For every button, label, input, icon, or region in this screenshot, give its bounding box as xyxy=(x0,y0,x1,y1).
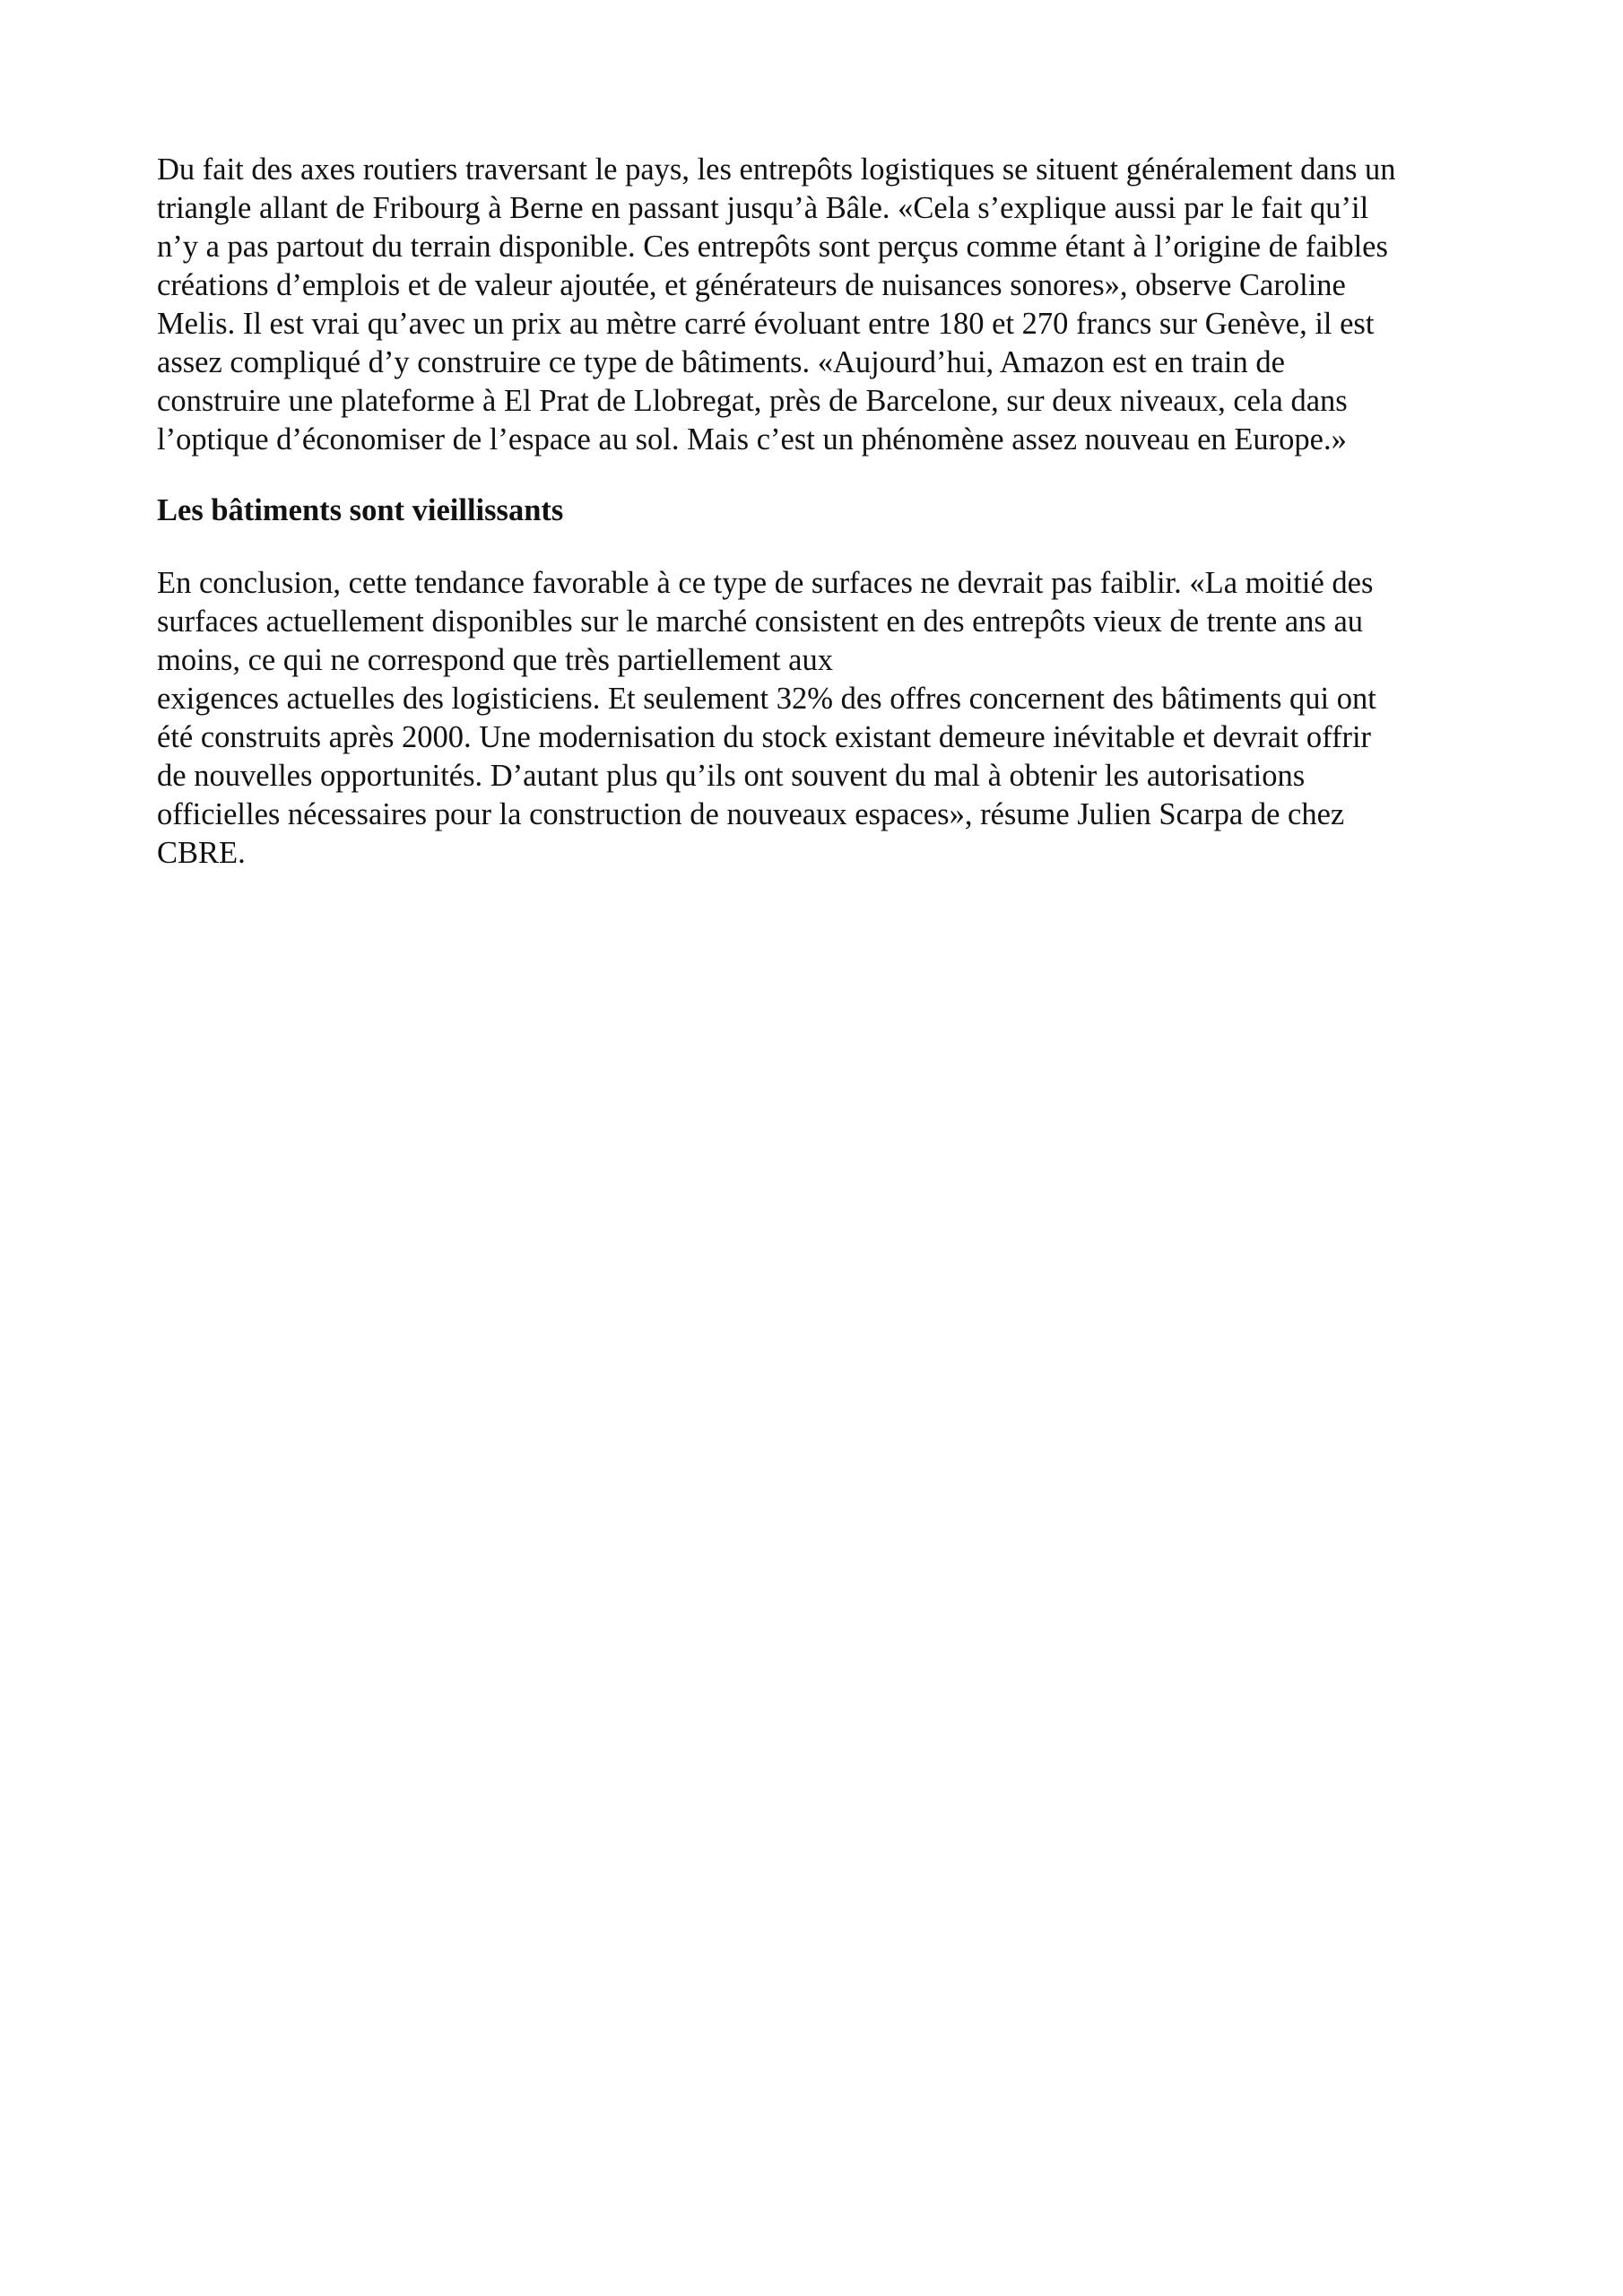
text-line: exigences actuelles des logisticiens. Et seulement 32% des offres concernent des bâtiments qui ont xyxy=(157,682,1376,716)
text-line: construire une plateforme à El Prat de Llobregat, près de Barcelone, sur deux niveaux, cela dans xyxy=(157,384,1348,418)
text-line: En conclusion, cette tendance favorable à ce type de surfaces ne devrait pas faiblir. «La moitié des xyxy=(157,566,1374,600)
text-line: été construits après 2000. Une modernisation du stock existant demeure inévitable et devrait offrir xyxy=(157,720,1372,754)
text-line: n’y a pas partout du terrain disponible. Ces entrepôts sont perçus comme étant à l’origine de faibles xyxy=(157,230,1388,264)
section-heading: Les bâtiments sont vieillissants xyxy=(157,493,564,527)
text-line: moins, ce qui ne correspond que très partiellement aux xyxy=(157,643,833,677)
text-line: Du fait des axes routiers traversant le pays, les entrepôts logistiques se situent généralement dans un xyxy=(157,152,1396,187)
text-line: surfaces actuellement disponibles sur le marché consistent en des entrepôts vieux de trente ans au xyxy=(157,604,1364,639)
text-line: Melis. Il est vrai qu’avec un prix au mètre carré évoluant entre 180 et 270 francs sur Genève, il est xyxy=(157,307,1375,341)
text-line: de nouvelles opportunités. D’autant plus qu’ils ont souvent du mal à obtenir les autorisations xyxy=(157,759,1306,793)
paragraph-logistics-location xyxy=(157,151,1484,459)
text-line: triangle allant de Fribourg à Berne en passant jusqu’à Bâle. «Cela s’explique aussi par le fait qu’il xyxy=(157,191,1369,225)
text-line: officielles nécessaires pour la construction de nouveaux espaces», résume Julien Scarpa de chez xyxy=(157,797,1345,831)
document-page xyxy=(157,151,1484,873)
text-line: créations d’emplois et de valeur ajoutée, et générateurs de nuisances sonores», observe Caroline xyxy=(157,268,1346,302)
paragraph-conclusion xyxy=(157,564,1484,873)
text-line: assez compliqué d’y construire ce type de bâtiments. «Aujourd’hui, Amazon est en train de xyxy=(157,345,1285,379)
text-line: CBRE. xyxy=(157,836,246,870)
text-line: l’optique d’économiser de l’espace au sol. Mais c’est un phénomène assez nouveau en Europe.» xyxy=(157,422,1347,457)
